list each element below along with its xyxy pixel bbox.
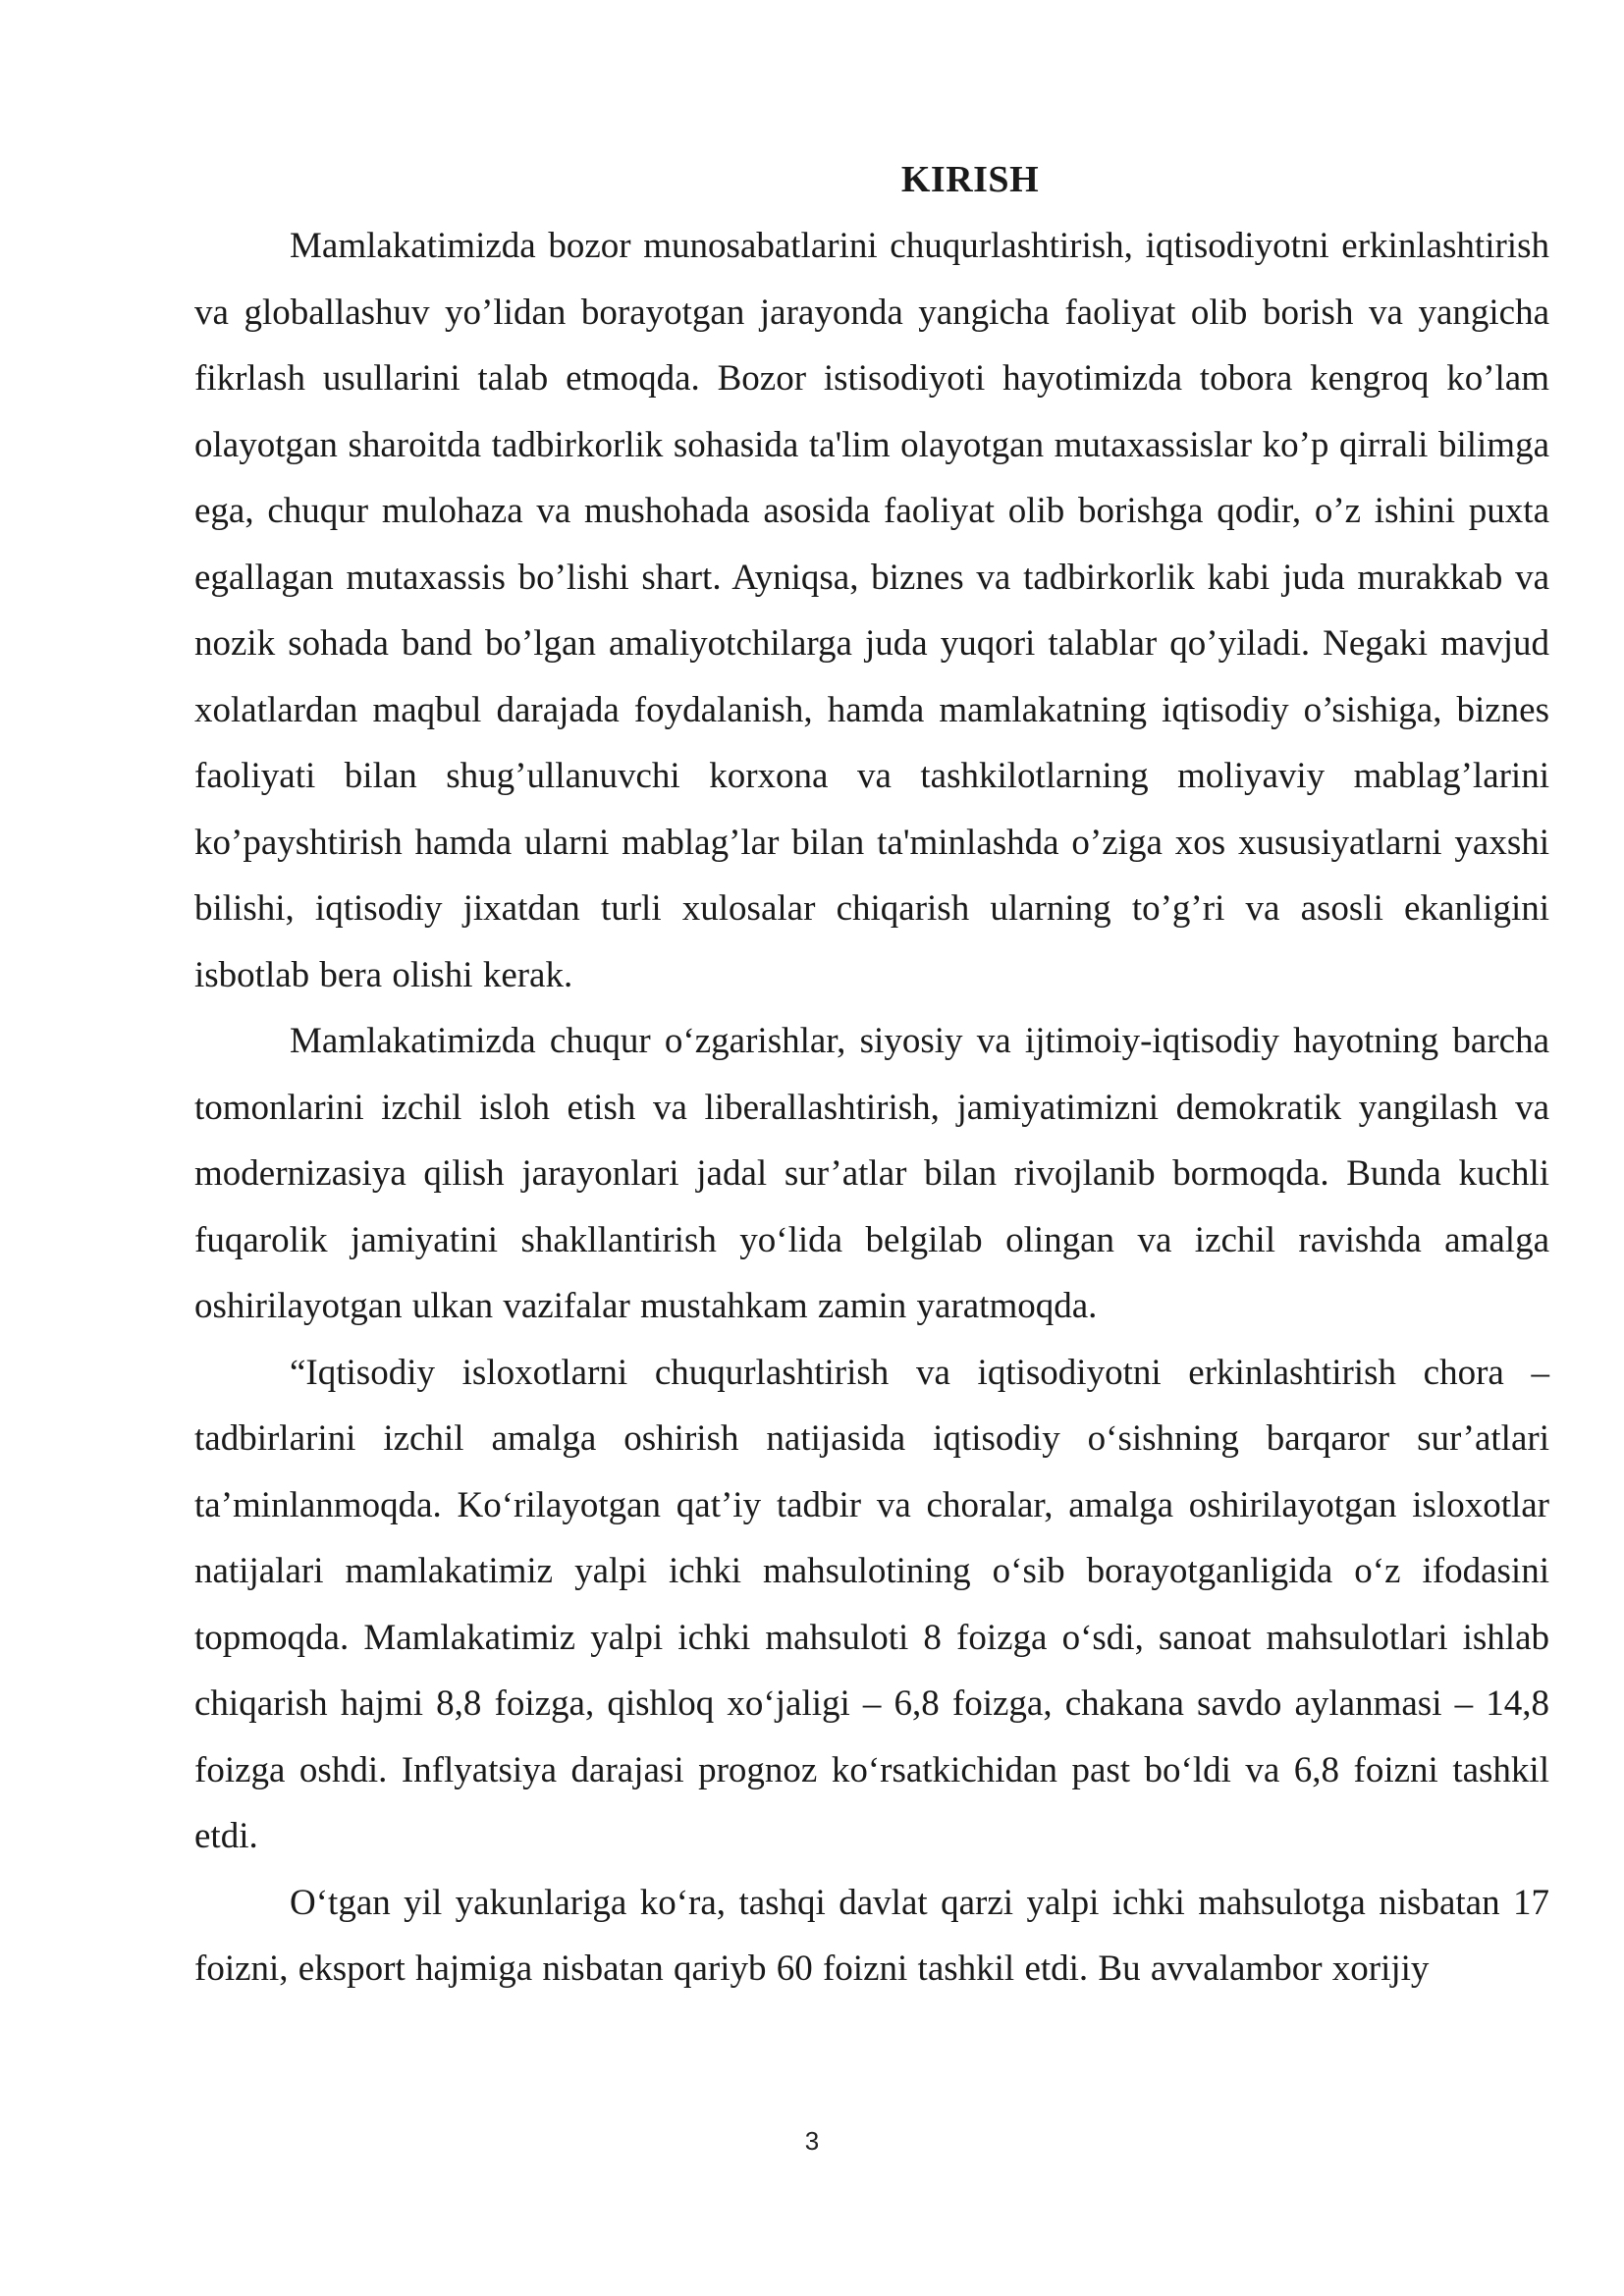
page-content — [194, 147, 1549, 2002]
page-number: 3 — [804, 2126, 820, 2156]
paragraph-2: Mamlakatimizda chuqur o‘zgarishlar, siyosiy va ijtimoiy-iqtisodiy hayotning barcha tomonlarini izchil isloh etish va liberallashtirish, jamiyatimizni demokratik yangilash va modernizasiya qilish jarayonlari jadal sur’atlar bilan rivojlanib bormoqda. Bunda kuchli fuqarolik jamiyatini shakllantirish yo‘lida belgilab olingan va izchil ravishda amalga oshirilayotgan ulkan vazifalar mustahkam zamin yaratmoqda. — [194, 1021, 1549, 1326]
section-title: KIRISH — [900, 159, 1040, 200]
paragraph-3: “Iqtisodiy isloxotlarni chuqurlashtirish va iqtisodiyotni erkinlashtirish chora – tadbirlarini izchil amalga oshirish natijasida iqtisodiy o‘sishning barqaror sur’atlari ta’minlanmoqda. Ko‘rilayotgan qat’iy tadbir va choralar, amalga oshirilayotgan isloxotlar natijalari mamlakatimiz yalpi ichki mahsulotining o‘sib borayotganligida o‘z ifodasini topmoqda. Mamlakatimiz yalpi ichki mahsuloti 8 foizga o‘sdi, sanoat mahsulotlari ishlab chiqarish hajmi 8,8 foizga, qishloq xo‘jaligi – 6,8 foizga, chakana savdo aylanmasi – 14,8 foizga oshdi. Inflyatsiya darajasi prognoz ko‘rsatkichidan past bo‘ldi va 6,8 foizni tashkil etdi. — [194, 1352, 1549, 1856]
paragraph-1: Mamlakatimizda bozor munosabatlarini chuqurlashtirish, iqtisodiyotni erkinlashtirish va globallashuv yo’lidan borayotgan jarayonda yangicha faoliyat olib borish va yangicha fikrlash usullarini talab etmoqda. Bozor istisodiyoti hayotimizda tobora kengroq ko’lam olayotgan sharoitda tadbirkorlik sohasida ta'lim olayotgan mutaxassislar ko’p qirrali bilimga ega, chuqur mulohaza va mushohada asosida faoliyat olib borishga qodir, o’z ishini puxta egallagan mutaxassis bo’lishi shart. Ayniqsa, biznes va tadbirkorlik kabi juda murakkab va nozik sohada band bo’lgan amaliyotchilarga juda yuqori talablar qo’yiladi. Negaki mavjud xolatlardan maqbul darajada foydalanish, hamda mamlakatning iqtisodiy o’sishiga, biznes faoliyati bilan shug’ullanuvchi korxona va tashkilotlarning moliyaviy mablag’larini ko’payshtirish hamda ularni mablag’lar bilan ta'minlashda o’ziga xos xususiyatlarni yaxshi bilishi, iqtisodiy jixatdan turli xulosalar chiqarish ularning to’g’ri va asosli ekanligini isbotlab bera olishi kerak. — [194, 226, 1549, 995]
paragraph-4: O‘tgan yil yakunlariga ko‘ra, tashqi davlat qarzi yalpi ichki mahsulotga nisbatan 17 foizni, eksport hajmiga nisbatan qariyb 60 foizni tashkil etdi. Bu avvalambor xorijiy — [194, 1882, 1549, 1989]
